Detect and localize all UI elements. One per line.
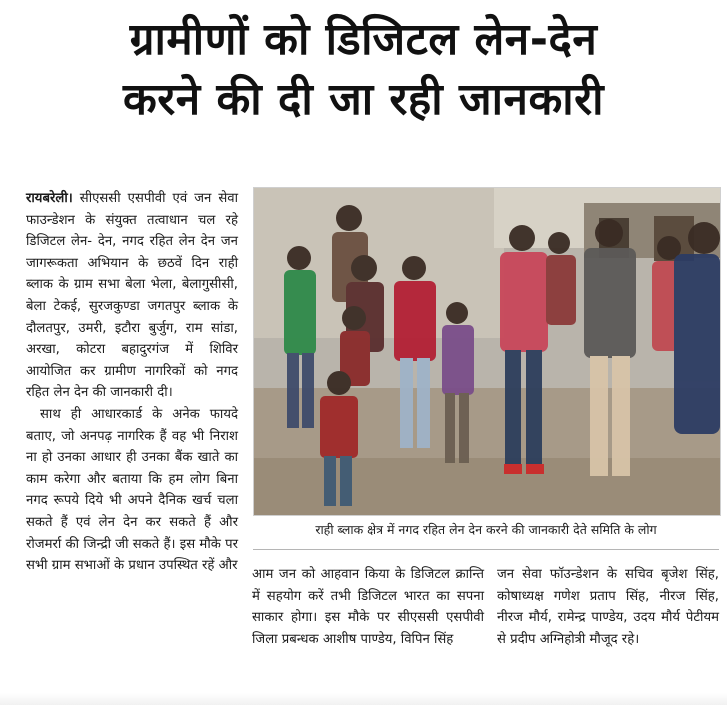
news-photo	[253, 187, 721, 516]
article-column-right	[497, 564, 719, 650]
article-column-left	[26, 188, 238, 577]
article-paragraph-1-text: सीएससी एसपीवी एवं जन सेवा फाउन्डेशन के संयुक्त तत्वाधान चल रहे डिजिटल लेन- देन, नगद रहित लेन देन जन जागरूकता अभियान के छठवें दिन राही ब्लाक के ग्राम सभा बेला भेला, बेलागुसीसी, बेला टेकई, सुरजकुण्डा जगतपुर ब्लाक के दौलतपुर, उमरी, इटौरा बुर्जुग, राम सांडा, अरखा, कोटरा बहादुरगंज में शिविर आयोजित कर ग्रामीण नागरिकों को नगद रहित लेन देन की जानकारी दी।	[26, 191, 238, 401]
article-paragraph-2: साथ ही आधारकार्ड के अनेक फायदे बताए, जो अनपढ़ नागरिक हैं वह भी निराश ना हो उनका आधार ही उनका बैंक खाते का काम करेगा और बताया कि हम लोग बिना नगद रूपये दिये भी अपने दैनिक खर्च चला सकते हैं एवं लेन देन कर सकते हैं और रोजमर्रा की जिन्द्री जी सकते हैं। इस मौके पर सभी ग्राम सभाओं के प्रधान उपस्थित रहें और	[26, 406, 238, 574]
page-bottom-edge	[0, 693, 727, 705]
dateline: रायबरेली।	[26, 191, 73, 206]
headline-line-1: ग्रामीणों को डिजिटल लेन-देन	[129, 14, 598, 65]
article-paragraph-1	[26, 188, 238, 404]
headline	[0, 10, 727, 130]
caption-divider	[253, 549, 719, 550]
article-column-middle	[252, 564, 484, 650]
article-paragraph-3: आम जन को आहवान किया के डिजिटल क्रान्ति में सहयोग करें तभी डिजिटल भारत का सपना साकार होगा। इस मौके पर सीएससी एसपीवी जिला प्रबन्धक आशीष पाण्डेय, विपिन सिंह	[252, 567, 484, 647]
photo-caption: राही ब्लाक क्षेत्र में नगद रहित लेन देन करने की जानकारी देते समिति के लोग	[315, 522, 657, 537]
headline-line-2: करने की दी जा रही जानकारी	[122, 74, 605, 125]
article-paragraph-4: जन सेवा फॉउन्डेशन के सचिव बृजेश सिंह, कोषाध्यक्ष गणेश प्रताप सिंह, नीरज सिंह, नीरज मौर्य, रामेन्द्र पाण्डेय, उदय मौर्य पेटीयम से प्रदीप अग्निहोत्री मौजूद रहे।	[497, 567, 719, 647]
